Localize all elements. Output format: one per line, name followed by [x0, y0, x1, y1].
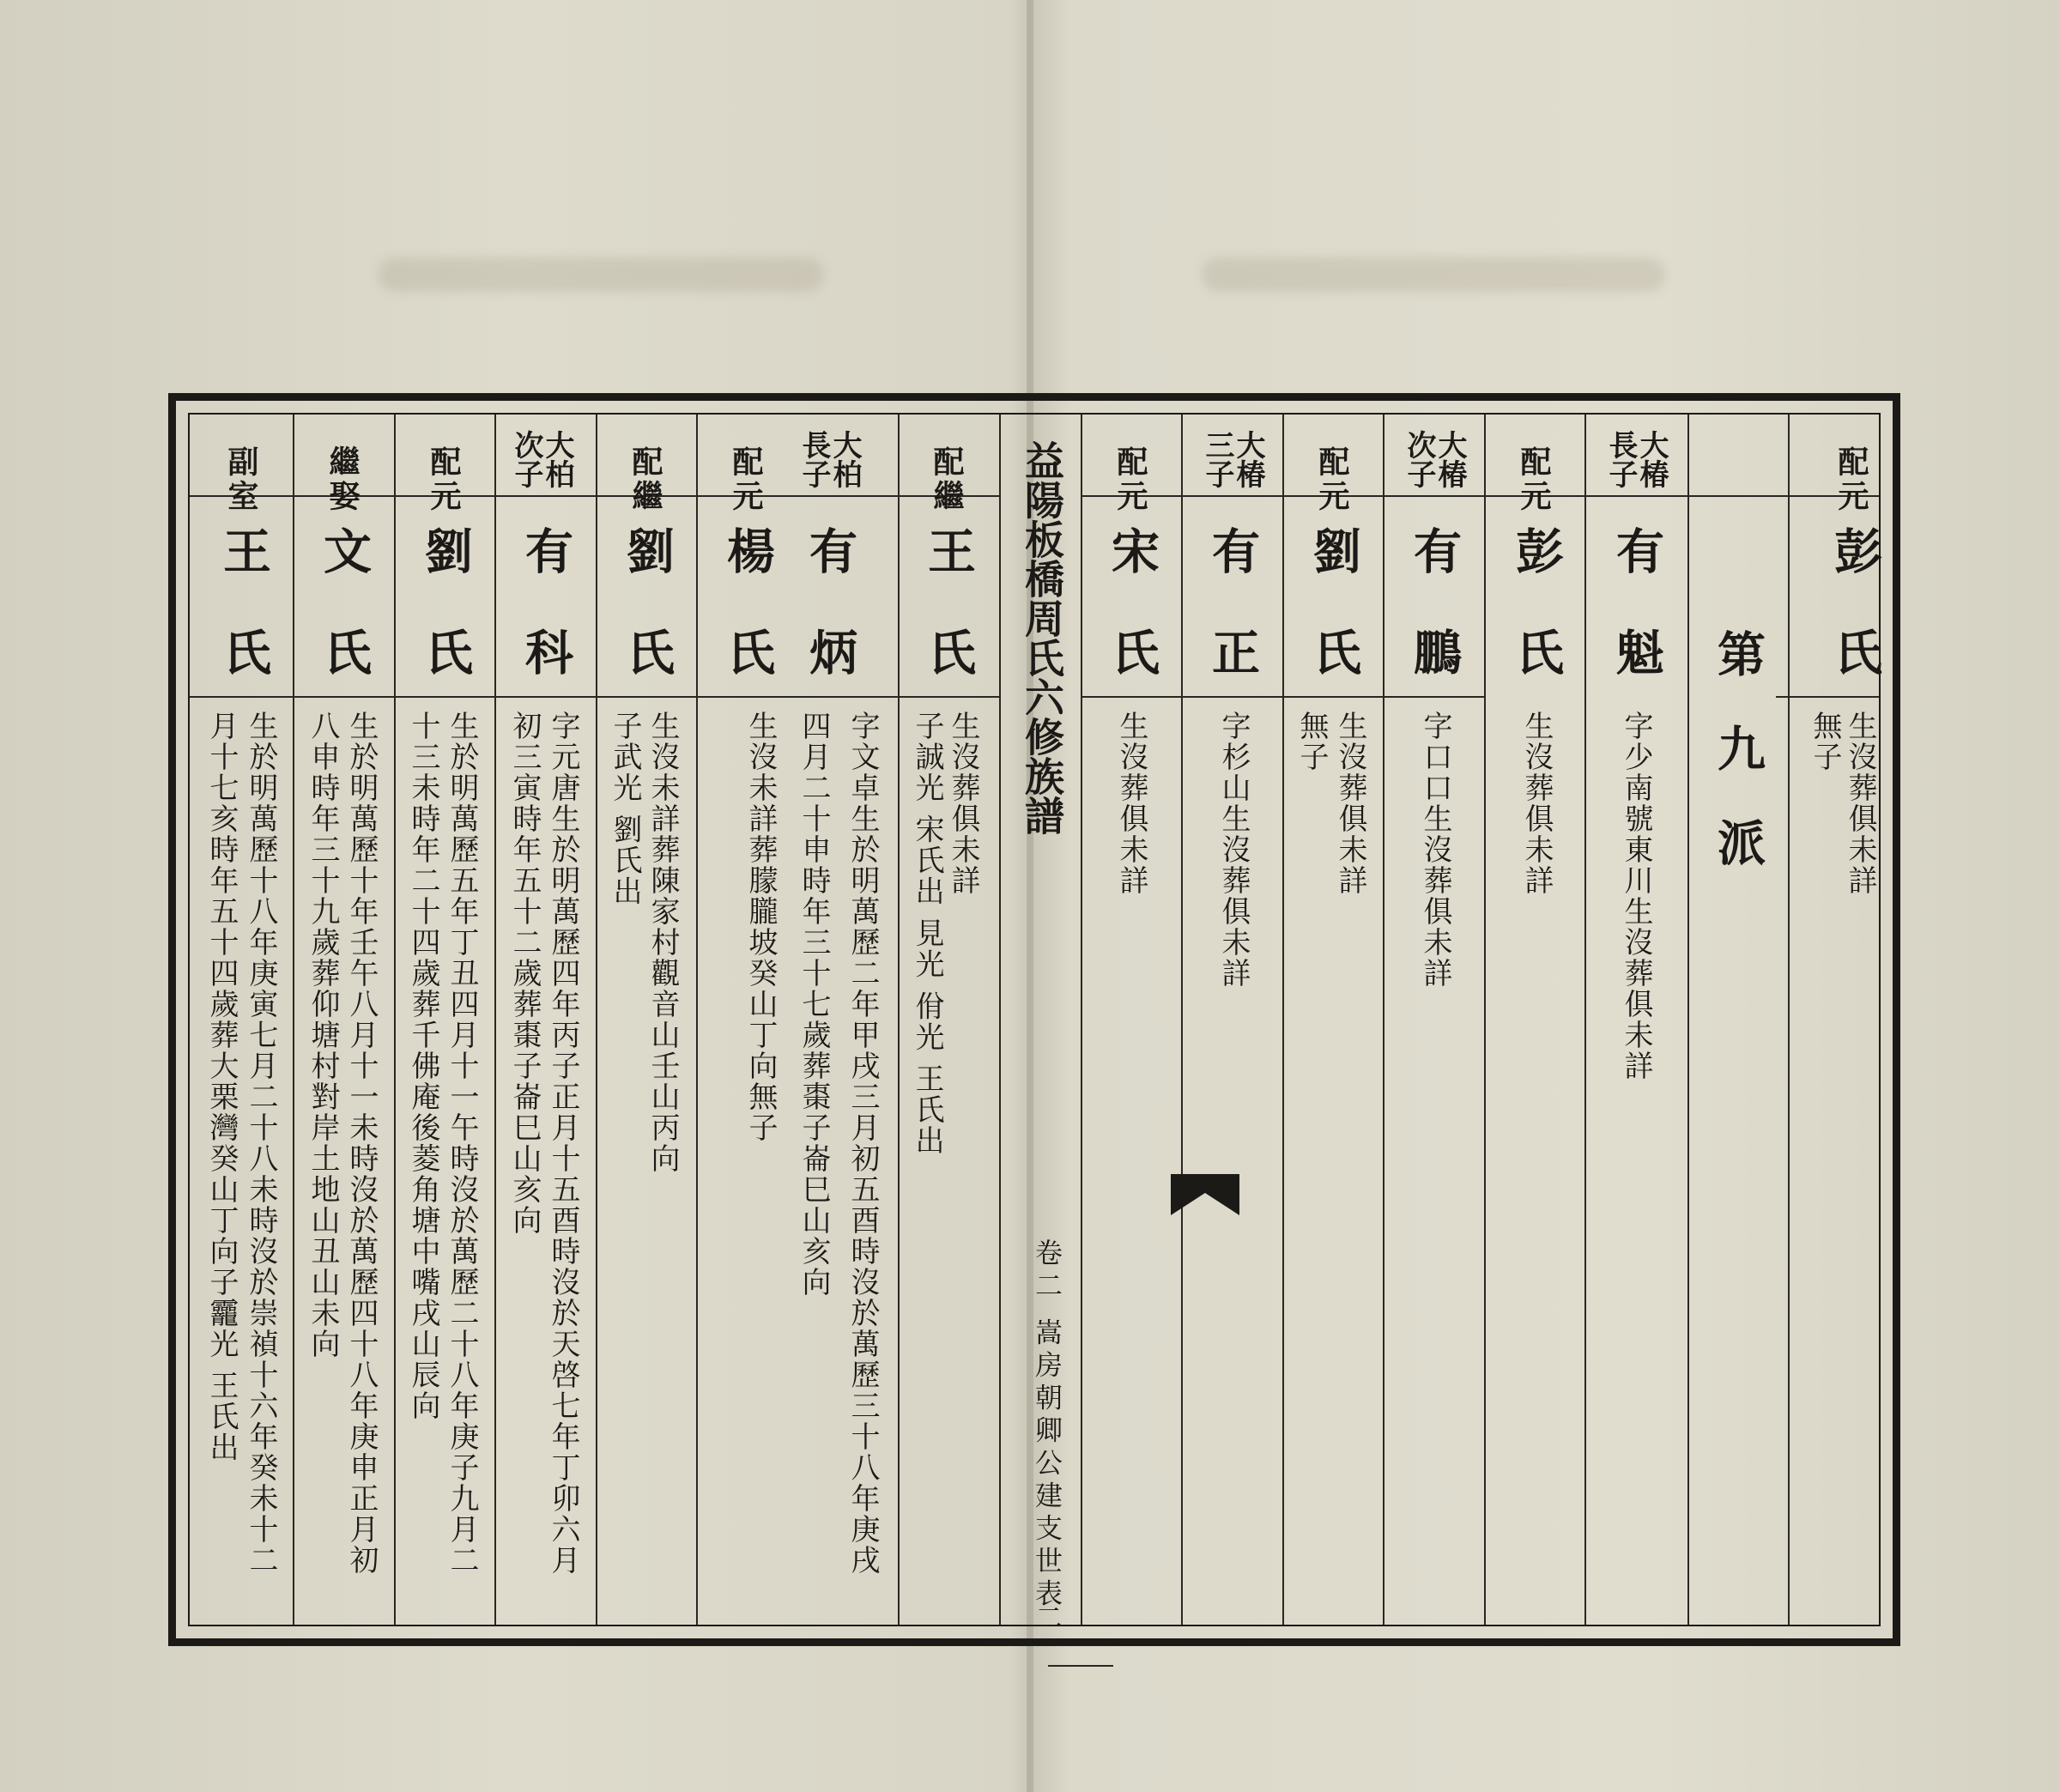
bio-line: 無子 — [1808, 711, 1842, 772]
col-divider — [999, 415, 1001, 1625]
person-name: 有炳 — [802, 526, 858, 729]
bio-line: 生沒葬俱未詳 — [1519, 711, 1554, 896]
role-label: 配元 — [426, 445, 462, 514]
role-label: 配元 — [1516, 445, 1552, 514]
bio-line: 生沒葬俱未詳 — [1843, 711, 1877, 896]
relation-label: 大柏 長子 — [797, 430, 862, 488]
bio-line: 生沒葬俱未詳 — [1114, 711, 1148, 896]
col-divider — [1788, 415, 1790, 1625]
person-name: 劉氏 — [417, 526, 474, 729]
name-divider-left — [190, 696, 999, 698]
bio-line: 生於明萬歷五年丁丑四月十一午時沒於萬歷二十八年庚子九月二 — [445, 711, 479, 1576]
col-divider — [494, 415, 496, 1625]
bio-line: 字元唐生於明萬歷四年丙子正月十五酉時沒於天啓七年丁卯六月 — [546, 711, 580, 1576]
stain — [378, 257, 824, 292]
person-name: 彭氏 — [1827, 526, 1883, 729]
person-name: 宋氏 — [1104, 526, 1160, 729]
person-name: 有科 — [518, 526, 574, 729]
bio-line: 八申時年三十九歲葬仰塘村對岸土地山丑山未向 — [306, 711, 340, 1359]
col-divider — [1181, 415, 1183, 1625]
col-divider — [696, 415, 698, 1625]
person-name: 劉氏 — [1306, 526, 1362, 729]
book-title: 益陽板橋周氏六修族譜 — [1019, 440, 1065, 835]
bio-line: 生沒未詳葬朦朧坡癸山丁向無子 — [743, 711, 778, 1143]
role-label: 繼娶 — [324, 445, 360, 514]
relation-label: 大椿 次子 — [1402, 430, 1467, 488]
bio-line: 子誠光 宋氏出 見光 佾光 王氏出 — [910, 711, 944, 1157]
col-divider — [596, 415, 597, 1625]
bio-line: 生於明萬歷十八年庚寅七月二十八未時沒於崇禎十六年癸未十二 — [244, 711, 278, 1576]
col-divider — [1687, 415, 1689, 1625]
role-label: 配元 — [1833, 445, 1869, 514]
col-divider — [1081, 415, 1082, 1625]
bio-line: 生於明萬歷十年壬午八月十一未時沒於萬歷四十八年庚申正月初 — [344, 711, 379, 1576]
col-divider — [394, 415, 396, 1625]
relation-label: 大椿 三子 — [1200, 430, 1265, 488]
col-divider — [1484, 415, 1486, 1625]
header-divider-left — [190, 495, 999, 497]
person-name: 王氏 — [215, 526, 272, 729]
bio-line: 初三寅時年五十二歲葬棗子崙巳山亥向 — [507, 711, 542, 1236]
role-label: 副室 — [223, 445, 259, 514]
person-name: 王氏 — [920, 526, 977, 729]
person-name: 有正 — [1204, 526, 1261, 729]
bio-line: 生沒葬俱未詳 — [946, 711, 980, 896]
stain — [1202, 257, 1665, 292]
bio-line: 字文卓生於明萬歷二年甲戌三月初五酉時沒於萬歷三十八年庚戌 — [845, 711, 880, 1576]
col-divider — [898, 415, 900, 1625]
bio-line: 字口口生沒葬俱未詳 — [1418, 711, 1452, 989]
fish-tail-mark — [1171, 1174, 1239, 1215]
table-inner-border — [188, 413, 1883, 1636]
bio-line: 生沒未詳葬陳家村觀音山壬山丙向 — [645, 711, 680, 1174]
bio-line: 無子 — [1294, 711, 1329, 772]
person-name: 有鵬 — [1406, 526, 1463, 729]
role-label: 配元 — [728, 445, 764, 514]
col-divider — [293, 415, 294, 1625]
role-label: 配繼 — [929, 445, 965, 514]
bio-line: 生沒葬俱未詳 — [1333, 711, 1367, 896]
relation-label: 大椿 長子 — [1603, 430, 1669, 488]
col-divider — [1584, 415, 1586, 1625]
person-name: 劉氏 — [619, 526, 676, 729]
col-divider — [1383, 415, 1384, 1625]
bio-line: 子武光 劉氏出 — [608, 711, 642, 907]
volume-label: 卷二 嵩房朝卿公建支世表 — [1031, 1238, 1063, 1612]
person-name: 楊氏 — [719, 526, 776, 729]
role-label: 配元 — [1112, 445, 1148, 514]
person-name: 文氏 — [316, 526, 373, 729]
role-label: 配繼 — [627, 445, 663, 514]
generation-label: 第九派 — [1710, 629, 1766, 912]
role-label: 配元 — [1314, 445, 1350, 514]
page-number: 二 — [1031, 1603, 1063, 1636]
bio-line: 四月二十申時年三十七歲葬棗子崙巳山亥向 — [797, 711, 831, 1298]
person-name: 彭氏 — [1508, 526, 1565, 729]
relation-label: 大柏 次子 — [509, 430, 574, 488]
bio-line: 字杉山生沒葬俱未詳 — [1216, 711, 1251, 989]
table-frame — [168, 393, 1900, 1646]
bio-line: 字少南號東川生沒葬俱未詳 — [1619, 711, 1653, 1081]
bio-line: 月十七亥時年五十四歲葬大栗灣癸山丁向子龗光 王氏出 — [204, 711, 239, 1463]
col-divider — [1282, 415, 1284, 1625]
band-rule — [1048, 1665, 1113, 1667]
bio-line: 十三未時年二十四歲葬千佛庵後菱角塘中嘴戌山辰向 — [406, 711, 440, 1421]
header-divider-right — [1081, 495, 1879, 497]
person-name: 有魁 — [1609, 526, 1665, 729]
